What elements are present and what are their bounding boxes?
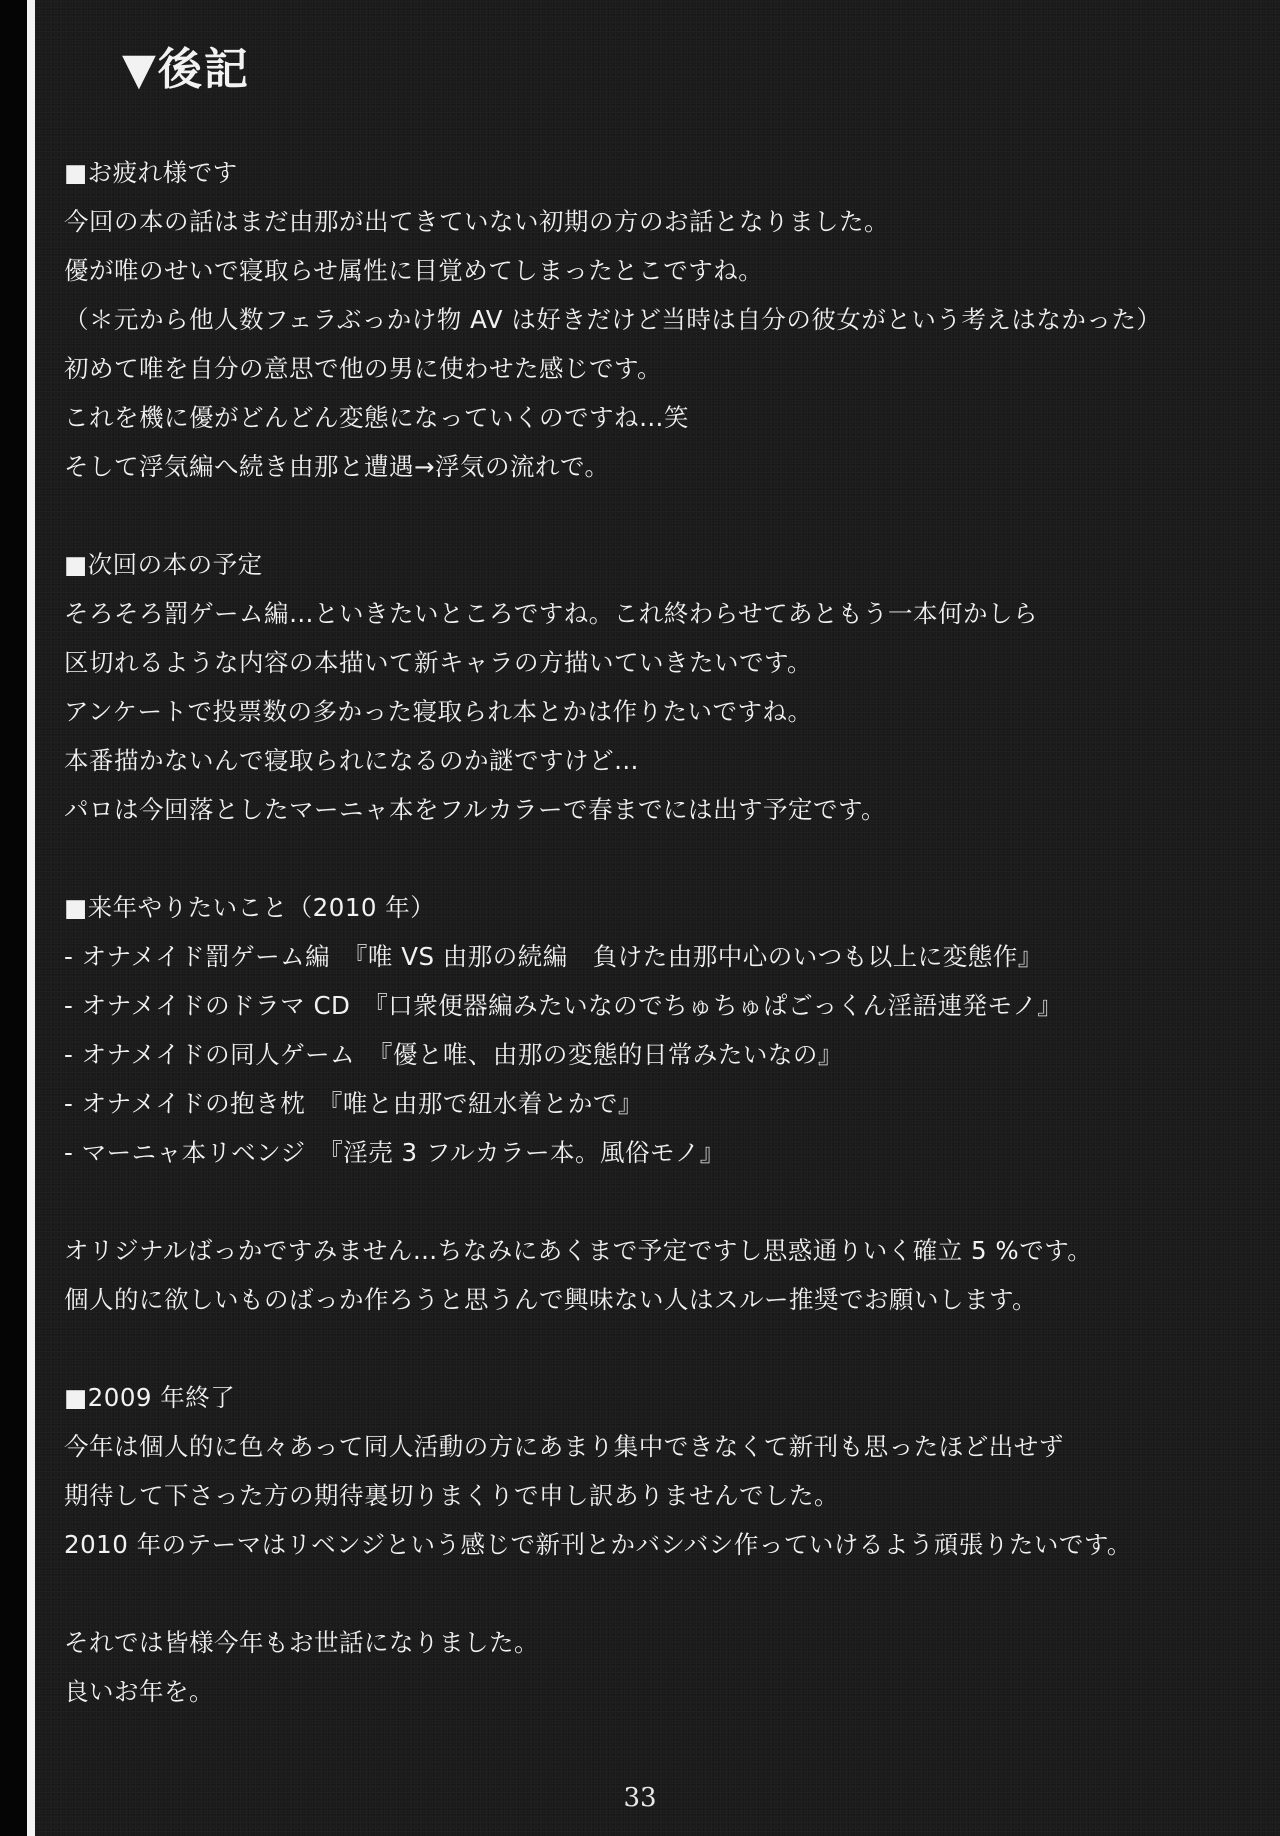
text-line: パロは今回落としたマーニャ本をフルカラーで春までには出す予定です。 — [64, 795, 887, 824]
left-border-black — [0, 0, 27, 1836]
section-next-year-plans — [64, 883, 1274, 1177]
paragraph-spacer — [64, 1324, 1274, 1373]
text-line: 初めて唯を自分の意思で他の男に使わせた感じです。 — [64, 354, 663, 383]
section-heading: ■次回の本の予定 — [64, 550, 263, 579]
section-note — [64, 1226, 1274, 1324]
paragraph-spacer — [64, 834, 1274, 883]
text-line: 本番描かないんで寝取られになるのか謎ですけど… — [64, 746, 639, 775]
text-line: それでは皆様今年もお世話になりました。 — [64, 1628, 539, 1657]
text-line: 優が唯のせいで寝取らせ属性に目覚めてしまったとこですね。 — [64, 256, 764, 285]
page-title: ▼後記 — [122, 44, 250, 95]
text-line: これを機に優がどんどん変態になっていくのですね…笑 — [64, 403, 689, 432]
section-otsukare — [64, 148, 1274, 491]
afterword-content — [64, 148, 1274, 1716]
text-line: 良いお年を。 — [64, 1677, 214, 1706]
paragraph-spacer — [64, 1569, 1274, 1618]
text-line: そして浮気編へ続き由那と遭遇→浮気の流れで。 — [64, 452, 610, 481]
section-heading: ■2009 年終了 — [64, 1383, 236, 1412]
plan-item: - オナメイド罰ゲーム編 『唯 VS 由那の続編 負けた由那中心のいつも以上に変態作』 — [64, 942, 1043, 971]
text-line: そろそろ罰ゲーム編…といきたいところですね。これ終わらせてあともう一本何かしら — [64, 599, 1039, 628]
page-number: 33 — [623, 1783, 657, 1813]
plan-item: - オナメイドの抱き枕 『唯と由那で紐水着とかで』 — [64, 1089, 643, 1118]
section-next-book — [64, 540, 1274, 834]
text-line: 期待して下さった方の期待裏切りまくりで申し訳ありませんでした。 — [64, 1481, 839, 1510]
paragraph-spacer — [64, 491, 1274, 540]
section-heading: ■お疲れ様です — [64, 158, 238, 187]
plan-item: - マーニャ本リベンジ 『淫売 3 フルカラー本。風俗モノ』 — [64, 1138, 725, 1167]
text-line: （＊元から他人数フェラぶっかけ物 AV は好きだけど当時は自分の彼女がという考えはなかった） — [64, 305, 1162, 334]
text-line: オリジナルばっかですみません…ちなみにあくまで予定ですし思惑通りいく確立 5 %です。 — [64, 1236, 1093, 1265]
text-line: 区切れるような内容の本描いて新キャラの方描いていきたいです。 — [64, 648, 813, 677]
section-closing — [64, 1618, 1274, 1716]
text-line: 今回の本の話はまだ由那が出てきていない初期の方のお話となりました。 — [64, 207, 889, 236]
text-line: 2010 年のテーマはリベンジという感じで新刊とかバシバシ作っていけるよう頑張りたいです。 — [64, 1530, 1132, 1559]
text-line: アンケートで投票数の多かった寝取られ本とかは作りたいですね。 — [64, 697, 813, 726]
text-line: 今年は個人的に色々あって同人活動の方にあまり集中できなくて新刊も思ったほど出せず — [64, 1432, 1064, 1461]
section-heading: ■来年やりたいこと（2010 年） — [64, 893, 436, 922]
paragraph-spacer — [64, 1177, 1274, 1226]
section-2009-end — [64, 1373, 1274, 1569]
plan-item: - オナメイドのドラマ CD 『口衆便器編みたいなのでちゅちゅぱごっくん淫語連発モノ』 — [64, 991, 1063, 1020]
plan-item: - オナメイドの同人ゲーム 『優と唯、由那の変態的日常みたいなの』 — [64, 1040, 843, 1069]
text-line: 個人的に欲しいものばっか作ろうと思うんで興味ない人はスルー推奨でお願いします。 — [64, 1285, 1038, 1314]
left-border-white — [27, 0, 35, 1836]
